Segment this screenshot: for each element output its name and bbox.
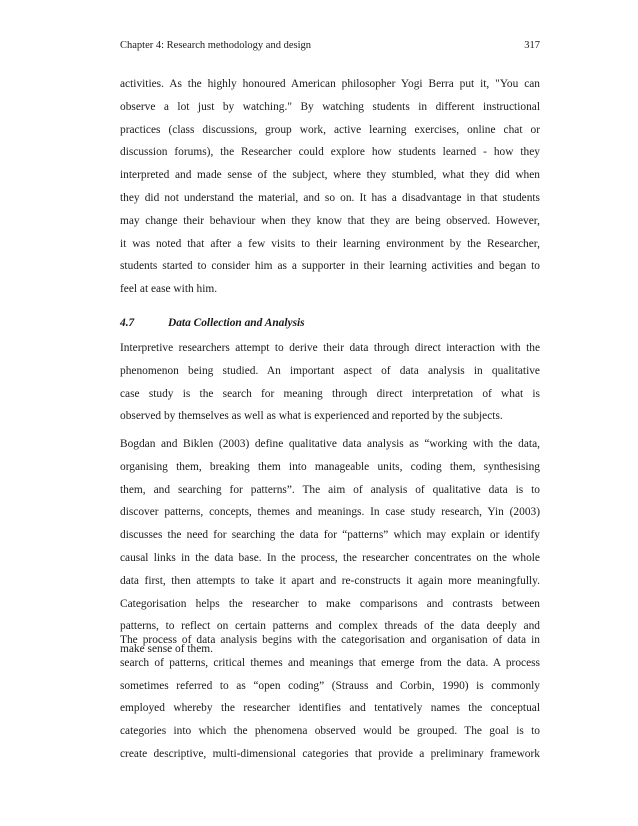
text-line: patterns, to reflect on certain patterns and complex threads of the data deeply and xyxy=(120,620,540,633)
paragraph-data-analysis-process xyxy=(120,629,540,766)
text-line: Bogdan and Biklen (2003) define qualitative data analysis as “working with the data, xyxy=(120,438,540,450)
page-number: 317 xyxy=(524,40,540,51)
text-line: search of patterns, critical themes and meanings that emerge from the data. A process xyxy=(120,656,540,669)
text-line: employed whereby the researcher identifies and tentatively names the conceptual xyxy=(120,702,540,715)
text-line: activities. As the highly honoured American philosopher Yogi Berra put it, "You can xyxy=(120,78,540,90)
paragraph-observation xyxy=(120,73,540,301)
text-line: them, and searching for patterns”. The aim of analysis of qualitative data is to xyxy=(120,483,540,496)
text-line: observe a lot just by watching." By watching students in different instructional xyxy=(120,100,540,113)
text-line: students started to consider him as a supporter in their learning activities and began to xyxy=(120,260,540,273)
text-line: sometimes referred to as “open coding” (Strauss and Corbin, 1990) is commonly xyxy=(120,679,540,692)
text-line: Interpretive researchers attempt to derive their data through direct interaction with the xyxy=(120,342,540,354)
text-line: observed by themselves as well as what is experienced and reported by the subjects. xyxy=(120,410,503,423)
text-line: practices (class discussions, group work, active learning exercises, online chat or xyxy=(120,123,540,136)
text-line: case study is the search for meaning through direct interpretation of what is xyxy=(120,387,540,400)
paragraph-interpretive xyxy=(120,337,540,428)
section-number: 4.7 xyxy=(120,317,135,329)
text-line: may change their behaviour when they know that they are being observed. However, xyxy=(120,214,540,227)
section-title: Data Collection and Analysis xyxy=(168,317,305,329)
section-heading xyxy=(120,313,540,333)
running-header xyxy=(120,40,540,56)
text-line: phenomenon being studied. An important aspect of data analysis in qualitative xyxy=(120,364,540,377)
text-line: interpreted and made sense of the subject, where they stumbled, what they did when xyxy=(120,169,540,182)
text-line: they did not understand the material, and so on. It has a disadvantage in that students xyxy=(120,191,540,204)
text-line: discussion forums), the Researcher could explore how students learned - how they xyxy=(120,146,540,159)
text-line: categories into which the phenomena observed would be grouped. The goal is to xyxy=(120,725,540,738)
text-line: Categorisation helps the researcher to make comparisons and contrasts between xyxy=(120,597,540,610)
text-line: organising them, breaking them into manageable units, coding them, synthesising xyxy=(120,460,540,473)
text-line: create descriptive, multi-dimensional categories that provide a preliminary framework xyxy=(120,747,540,760)
text-line: feel at ease with him. xyxy=(120,283,218,296)
paragraph-bogdan-biklen xyxy=(120,433,540,661)
chapter-title: Chapter 4: Research methodology and design xyxy=(120,40,311,51)
text-line: discover patterns, concepts, themes and meanings. In case study research, Yin (2003) xyxy=(120,506,540,519)
text-line: causal links in the data base. In the process, the researcher concentrates on the whole xyxy=(120,551,540,564)
text-line: it was noted that after a few visits to their learning environment by the Researcher, xyxy=(120,237,540,250)
text-line: The process of data analysis begins with the categorisation and organisation of data in xyxy=(120,634,540,646)
text-line: make sense of them. xyxy=(120,643,213,656)
text-line: discusses the need for searching the data for “patterns” which may explain or identify xyxy=(120,529,540,542)
text-line: data first, then attempts to take it apart and re-constructs it again more meaningfully. xyxy=(120,574,540,587)
